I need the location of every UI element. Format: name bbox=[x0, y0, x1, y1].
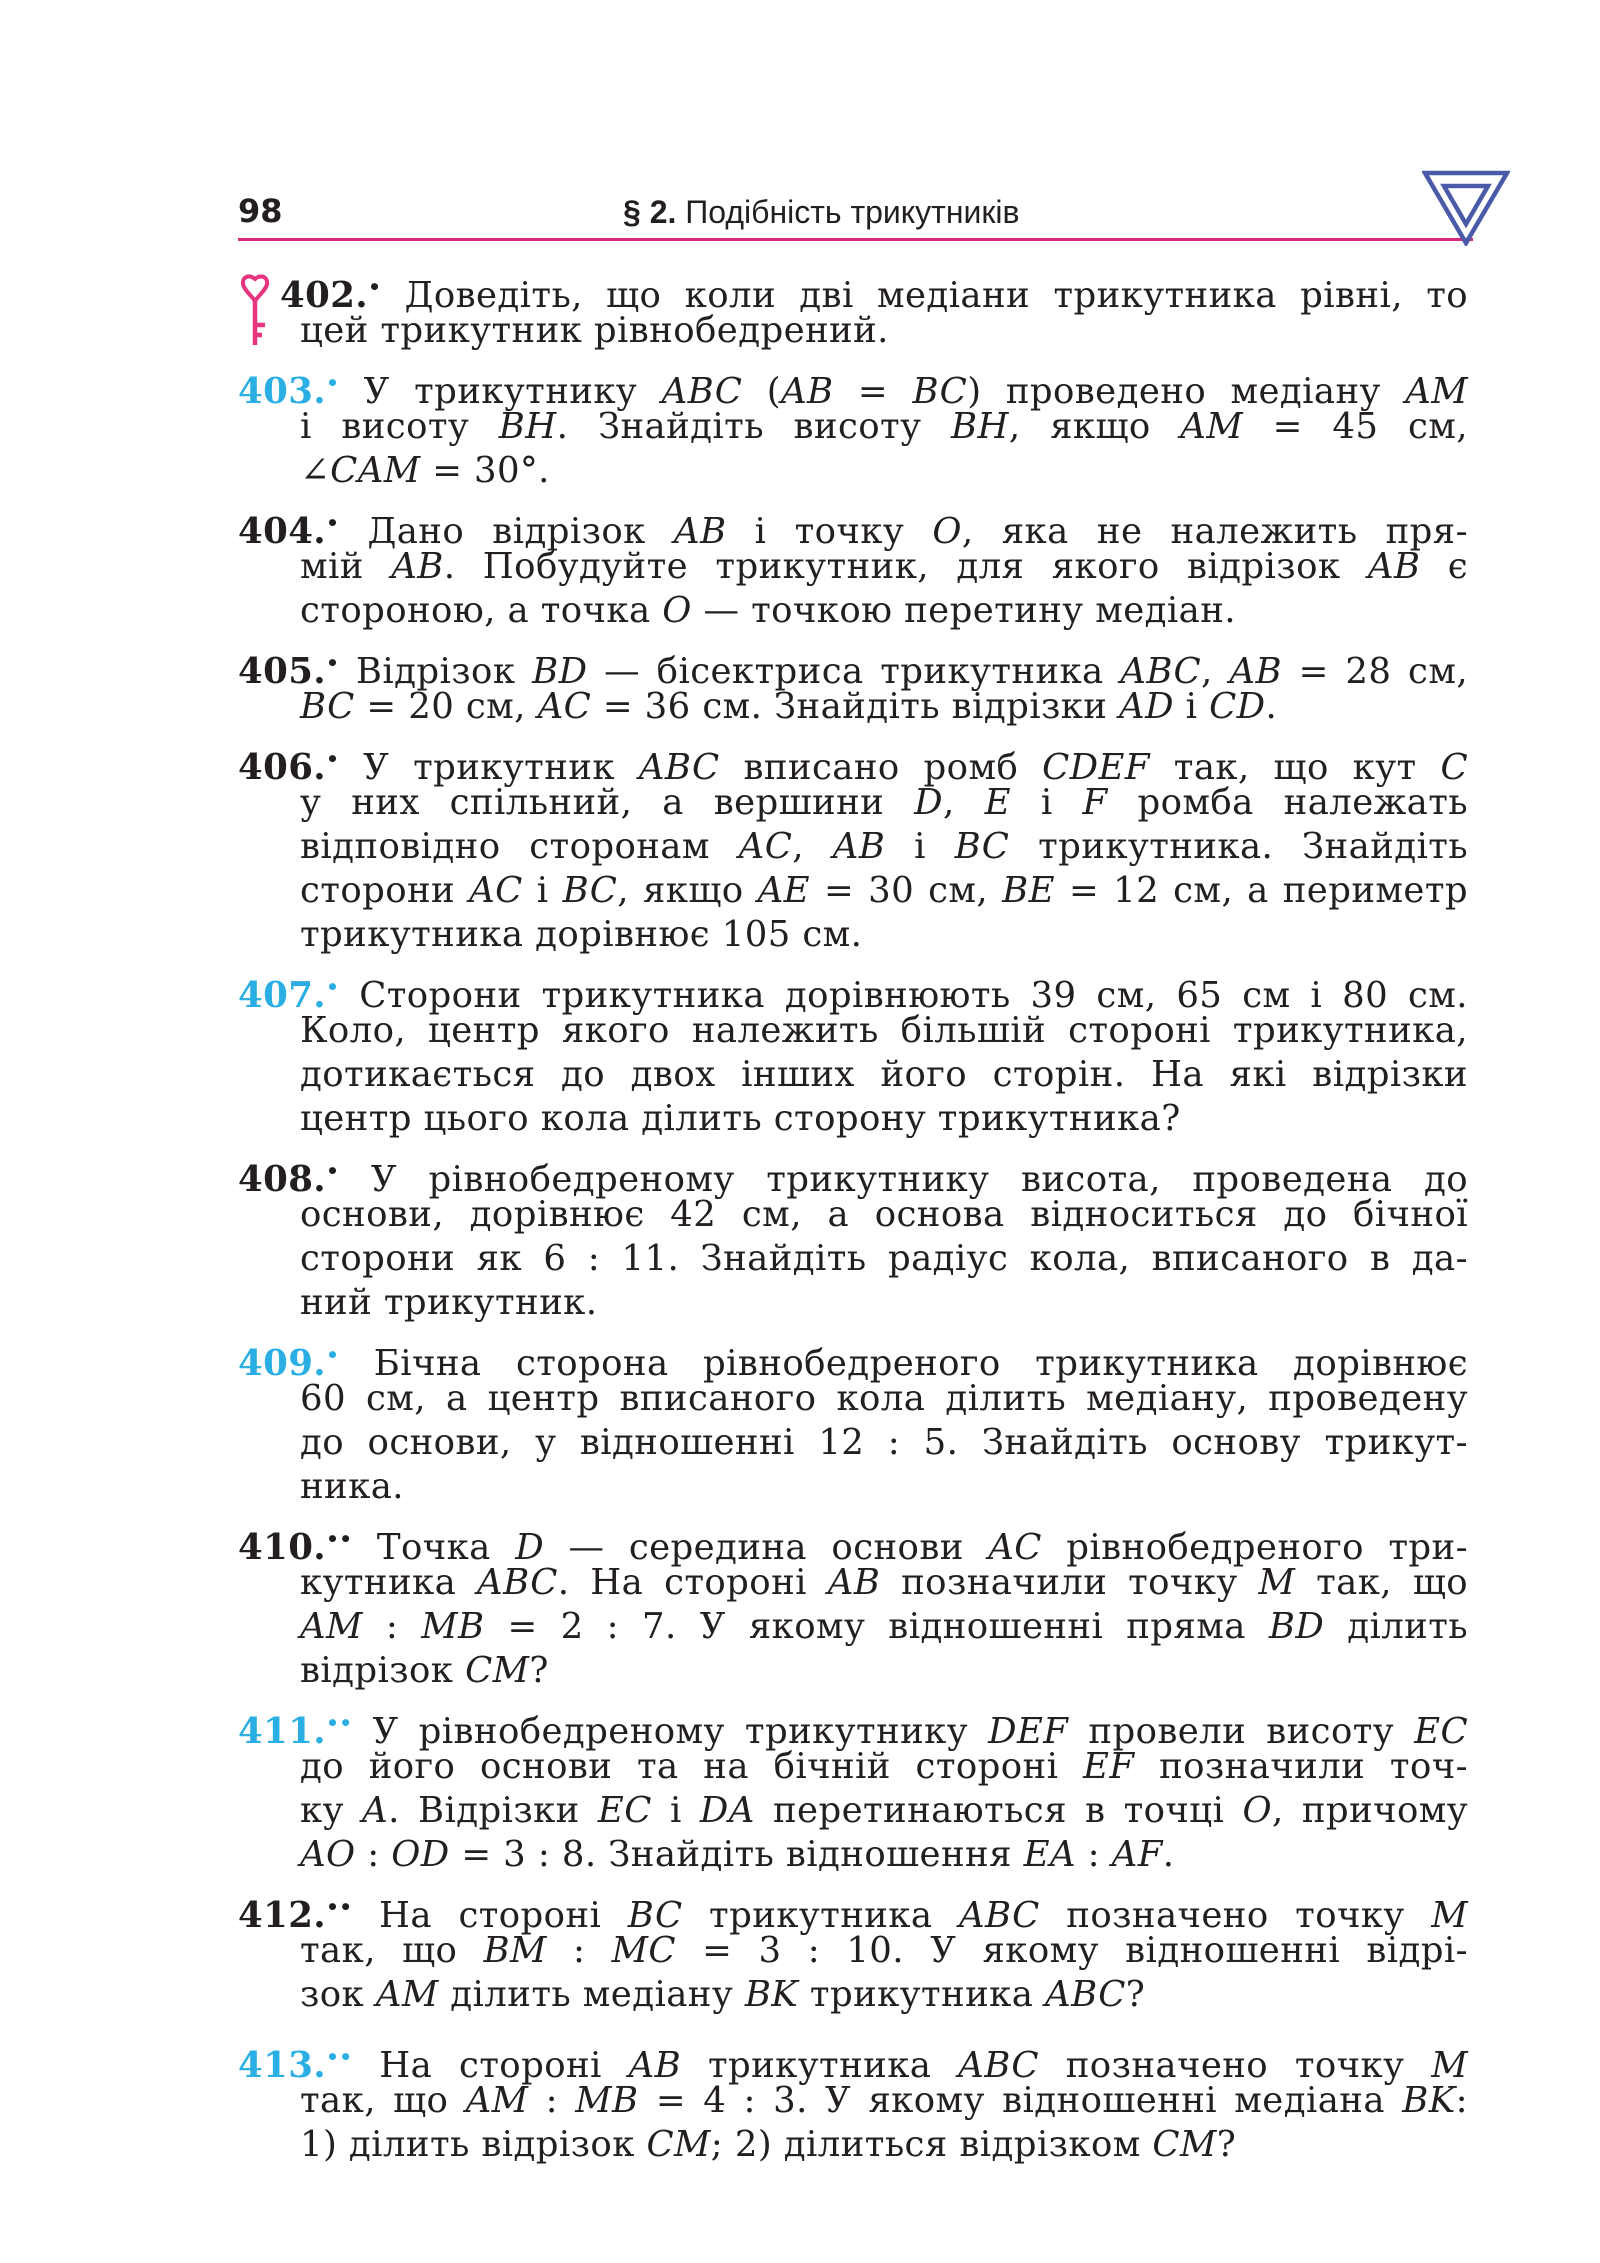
math-variable: AF bbox=[1111, 1834, 1163, 1875]
problem-line bbox=[238, 1973, 1468, 2017]
problem-text: У трикутнику bbox=[363, 370, 662, 412]
math-variable: E bbox=[984, 782, 1011, 823]
problem-text: і bbox=[1173, 686, 1210, 727]
problem-line bbox=[238, 913, 1468, 957]
math-variable: ABC bbox=[958, 2044, 1039, 2086]
difficulty-mark: •• bbox=[326, 2045, 353, 2069]
math-variable: DEF bbox=[988, 1710, 1069, 1752]
math-variable: MB bbox=[575, 2080, 639, 2121]
problem-text: позначено точку bbox=[1039, 1894, 1432, 1936]
math-variable: EF bbox=[1083, 1746, 1135, 1787]
math-variable: AD bbox=[1119, 686, 1174, 727]
problem-text: Точка bbox=[376, 1526, 516, 1568]
problem-text: . Знайдіть висоту bbox=[556, 406, 951, 447]
problem-text: , якщо bbox=[617, 870, 758, 911]
math-variable: AE bbox=[757, 870, 810, 911]
difficulty-mark: • bbox=[326, 511, 340, 535]
math-variable: D bbox=[515, 1526, 545, 1568]
problem-line bbox=[238, 1745, 1468, 1789]
math-variable: O bbox=[1242, 1790, 1272, 1831]
problem-text: — точкою перетину медіан. bbox=[691, 590, 1236, 631]
problem-text: стороною, а точка bbox=[300, 590, 663, 631]
problem-413 bbox=[238, 2035, 1468, 2167]
problem-text: . Побудуйте трикутник, для якого відрізок bbox=[443, 546, 1368, 587]
problem-line bbox=[238, 1421, 1468, 1465]
problem-text: до його основи та на бічній стороні bbox=[300, 1746, 1084, 1787]
difficulty-mark: • bbox=[326, 975, 340, 999]
problem-text: рівнобедреного три- bbox=[1041, 1526, 1468, 1568]
problem-text: ; 2) ділиться відрізком bbox=[710, 2124, 1153, 2165]
problem-text: Дано відрізок bbox=[367, 510, 674, 552]
problem-line bbox=[238, 869, 1468, 913]
problem-text: вписано ромб bbox=[719, 746, 1043, 788]
problem-text: ділить медіану bbox=[438, 1974, 745, 2015]
problem-line bbox=[238, 361, 1469, 412]
problem-text: у них спільний, а вершини bbox=[300, 782, 915, 823]
problem-text: = 20 см, bbox=[354, 686, 538, 727]
problem-line bbox=[238, 1281, 1468, 1325]
problem-line bbox=[238, 1009, 1468, 1053]
problem-text: = 3 : 10. У якому відношенні відрі- bbox=[675, 1930, 1468, 1971]
problem-text: . bbox=[1265, 686, 1278, 727]
problem-407 bbox=[238, 965, 1468, 1141]
problem-412 bbox=[238, 1885, 1468, 2017]
problem-text: до основи, у відношенні 12 : 5. Знайдіть основу трикут- bbox=[300, 1422, 1468, 1463]
difficulty-mark: • bbox=[326, 371, 340, 395]
problem-text: = 2 : 7. У якому відношенні пряма bbox=[484, 1606, 1269, 1647]
problem-text: Відрізок bbox=[355, 650, 533, 692]
math-variable: AB bbox=[832, 826, 886, 867]
problem-line bbox=[238, 1149, 1469, 1200]
problem-text: трикутника bbox=[681, 2044, 959, 2086]
math-variable: AB bbox=[1367, 546, 1421, 587]
math-variable: AB bbox=[781, 370, 834, 412]
problem-text: = bbox=[833, 370, 913, 412]
problem-text: . На стороні bbox=[557, 1562, 828, 1603]
problem-number: 413. bbox=[238, 2044, 327, 2086]
problem-text: = 4 : 3. У якому відношенні медіана bbox=[638, 2080, 1403, 2121]
problem-text: ( bbox=[742, 370, 782, 412]
problem-line bbox=[238, 2079, 1468, 2123]
problem-line bbox=[238, 1053, 1468, 1097]
problem-text: = 36 см. Знайдіть відрізки bbox=[591, 686, 1120, 727]
problem-text: позначили точку bbox=[880, 1562, 1259, 1603]
problem-text: : bbox=[546, 1930, 612, 1971]
math-variable: M bbox=[1258, 1562, 1296, 1603]
math-variable: EA bbox=[1023, 1834, 1076, 1875]
problem-text: , bbox=[942, 782, 985, 823]
problem-text: так, що bbox=[300, 1930, 484, 1971]
problem-text: = 3 : 8. Знайдіть відношення bbox=[449, 1834, 1024, 1875]
problem-text: і bbox=[1010, 782, 1083, 823]
difficulty-mark: • bbox=[368, 275, 382, 299]
problem-text: = 30 см, bbox=[809, 870, 1003, 911]
problem-406 bbox=[238, 737, 1468, 957]
math-variable: BK bbox=[744, 1974, 799, 2015]
math-variable: AM bbox=[300, 1606, 363, 1647]
math-variable: BK bbox=[1402, 2080, 1456, 2121]
problem-text: На стороні bbox=[379, 2044, 629, 2086]
problem-text: зок bbox=[300, 1974, 376, 2015]
problem-410 bbox=[238, 1517, 1468, 1693]
problem-line bbox=[238, 1193, 1468, 1237]
math-variable: AB bbox=[628, 2044, 682, 2086]
problem-line bbox=[238, 1237, 1468, 1281]
problem-line bbox=[238, 1097, 1468, 1141]
problem-402 bbox=[238, 265, 1468, 353]
problem-text: , bbox=[792, 826, 833, 867]
math-variable: AB bbox=[673, 510, 727, 552]
section-label: § 2. bbox=[623, 194, 677, 230]
math-variable: BH bbox=[950, 406, 1009, 447]
problem-text: На стороні bbox=[378, 1894, 628, 1936]
problem-409 bbox=[238, 1333, 1468, 1509]
problem-line bbox=[238, 1833, 1468, 1877]
problem-text: цей трикутник рівнобедрений. bbox=[300, 310, 889, 351]
problem-text: — середина основи bbox=[544, 1526, 989, 1568]
problem-text: трикутника bbox=[798, 1974, 1046, 2015]
math-variable: AB bbox=[827, 1562, 881, 1603]
problem-text: ? bbox=[1125, 1974, 1146, 2015]
problem-text: У рівнобедреному трикутнику bbox=[372, 1710, 989, 1752]
section-title bbox=[623, 194, 1019, 231]
problem-text: . bbox=[1162, 1834, 1175, 1875]
math-variable: DA bbox=[699, 1790, 755, 1831]
problem-line bbox=[238, 1333, 1469, 1384]
math-variable: ABC bbox=[959, 1894, 1040, 1936]
problem-text: так, що bbox=[300, 2080, 466, 2121]
problem-text: трикутника. Знайдіть bbox=[1009, 826, 1468, 867]
page-header bbox=[238, 188, 1473, 241]
math-variable: EC bbox=[1414, 1710, 1469, 1752]
math-variable: AB bbox=[391, 546, 444, 587]
difficulty-mark: • bbox=[326, 747, 340, 771]
problem-text: так, що кут bbox=[1149, 746, 1441, 788]
problem-text: , причому bbox=[1271, 1790, 1469, 1831]
math-variable: ABC bbox=[1120, 650, 1202, 692]
problem-text: = 30°. bbox=[420, 450, 550, 491]
math-variable: OD bbox=[391, 1834, 450, 1875]
problem-text: відповідно сторонам bbox=[300, 826, 739, 867]
math-variable: BC bbox=[562, 870, 618, 911]
problem-text: ) проведено медіану bbox=[967, 370, 1406, 412]
problem-text: є bbox=[1420, 546, 1469, 587]
problem-line bbox=[238, 1561, 1468, 1605]
problem-text: Сторони трикутника дорівнюють 39 см, 65 см і 80 см. bbox=[359, 974, 1468, 1016]
math-variable: AM bbox=[375, 1974, 439, 2015]
problem-line bbox=[238, 449, 1468, 493]
problem-number: 410. bbox=[238, 1526, 327, 1568]
problem-number: 412. bbox=[238, 1894, 327, 1936]
math-variable: ABC bbox=[638, 746, 720, 788]
math-variable: A bbox=[362, 1790, 389, 1831]
math-variable: F bbox=[1082, 782, 1108, 823]
section-name: Подібність трикутників bbox=[676, 194, 1020, 230]
math-variable: AC bbox=[988, 1526, 1042, 1568]
problem-line bbox=[238, 1885, 1468, 1936]
difficulty-mark: •• bbox=[326, 1711, 353, 1735]
problem-text: мій bbox=[300, 546, 392, 587]
problem-text: Бічна сторона рівнобедреного трикутника дорівнює bbox=[373, 1342, 1469, 1384]
problem-text: , якщо bbox=[1008, 406, 1181, 447]
problem-number: 404. bbox=[238, 510, 327, 552]
problem-text: . Відрізки bbox=[388, 1790, 598, 1831]
problem-text: ∠ bbox=[300, 450, 331, 491]
problem-text: основи, дорівнює 42 см, а основа відноситься до бічної bbox=[300, 1194, 1468, 1235]
math-variable: CD bbox=[1209, 686, 1266, 727]
math-variable: M bbox=[1431, 1894, 1468, 1936]
math-variable: D bbox=[914, 782, 943, 823]
problem-text: , bbox=[1201, 650, 1230, 692]
math-variable: MC bbox=[611, 1930, 676, 1971]
problem-line bbox=[238, 1789, 1468, 1833]
problem-text: : bbox=[1455, 2080, 1468, 2121]
problem-text: ку bbox=[300, 1790, 363, 1831]
problem-text: ділить bbox=[1324, 1606, 1469, 1647]
math-variable: ABC bbox=[477, 1562, 558, 1603]
problem-line bbox=[238, 2123, 1468, 2167]
problem-text: сторони як 6 : 11. Знайдіть радіус кола, вписаного в да- bbox=[300, 1238, 1468, 1279]
problem-text: : bbox=[1075, 1834, 1112, 1875]
problem-text: ний трикутник. bbox=[300, 1282, 598, 1323]
problem-line bbox=[238, 965, 1468, 1016]
problem-text: позначено точку bbox=[1038, 2044, 1432, 2086]
math-variable: BC bbox=[627, 1894, 683, 1936]
math-variable: O bbox=[662, 590, 692, 631]
problem-411 bbox=[238, 1701, 1468, 1877]
math-variable: CAM bbox=[330, 450, 421, 491]
problem-line bbox=[238, 1701, 1469, 1752]
problem-number: 406. bbox=[238, 746, 327, 788]
problem-line bbox=[238, 737, 1468, 788]
problem-number: 411. bbox=[238, 1710, 327, 1752]
problem-text: кутника bbox=[300, 1562, 478, 1603]
problem-408 bbox=[238, 1149, 1468, 1325]
math-variable: BC bbox=[912, 370, 968, 412]
difficulty-mark: •• bbox=[326, 1895, 353, 1919]
math-variable: BH bbox=[498, 406, 557, 447]
problem-line bbox=[238, 1929, 1468, 1973]
problem-text: позначили точ- bbox=[1134, 1746, 1468, 1787]
problem-text: і bbox=[522, 870, 563, 911]
math-variable: CM bbox=[646, 2124, 711, 2165]
math-variable: AM bbox=[1405, 370, 1469, 412]
math-variable: O bbox=[932, 510, 962, 552]
problem-line bbox=[238, 1649, 1468, 1693]
problem-text: : bbox=[528, 2080, 576, 2121]
problem-text: ? bbox=[529, 1650, 549, 1691]
problem-text: ромба належать bbox=[1107, 782, 1469, 823]
problem-text: : bbox=[355, 1834, 392, 1875]
problem-line bbox=[238, 405, 1468, 449]
problem-text: центр цього кола ділить сторону трикутника? bbox=[300, 1098, 1181, 1139]
problem-number: 405. bbox=[238, 650, 327, 692]
problem-text: = 28 см, bbox=[1281, 650, 1469, 692]
problem-number: 408. bbox=[238, 1158, 327, 1200]
difficulty-mark: • bbox=[326, 1159, 340, 1183]
difficulty-mark: •• bbox=[326, 1527, 353, 1551]
problem-number: 403. bbox=[238, 370, 327, 412]
problem-text: 1) ділить відрізок bbox=[300, 2124, 647, 2165]
problem-text: 60 см, а центр вписаного кола ділить медіану, проведену bbox=[300, 1378, 1468, 1419]
problem-text: = 12 см, а периметр bbox=[1054, 870, 1468, 911]
math-variable: AM bbox=[1180, 406, 1244, 447]
problem-text: трикутника дорівнює 105 см. bbox=[300, 914, 863, 955]
difficulty-mark: • bbox=[326, 651, 340, 675]
math-variable: M bbox=[1431, 2044, 1468, 2086]
problem-text: — бісектриса трикутника bbox=[587, 650, 1121, 692]
problem-text: і bbox=[885, 826, 955, 867]
problem-text: перетинаються в точці bbox=[754, 1790, 1243, 1831]
problem-text: сторони bbox=[300, 870, 470, 911]
problem-text: і bbox=[651, 1790, 700, 1831]
problem-line bbox=[238, 641, 1469, 692]
math-variable: MB bbox=[421, 1606, 485, 1647]
problem-text: відрізок bbox=[300, 1650, 466, 1691]
problem-text: дотикається до двох інших його сторін. На які відрізки bbox=[300, 1054, 1468, 1095]
problem-text: провели висоту bbox=[1068, 1710, 1415, 1752]
problem-text: Доведіть, що коли дві медіани трикутника рівні, то bbox=[404, 274, 1469, 316]
problem-text: і точку bbox=[726, 510, 933, 552]
problem-line bbox=[238, 265, 1469, 316]
math-variable: CM bbox=[1152, 2124, 1217, 2165]
difficulty-mark: • bbox=[326, 1343, 340, 1367]
problem-line bbox=[238, 825, 1468, 869]
problem-text: У рівнобедреному трикутнику висота, проведена до bbox=[370, 1158, 1469, 1200]
problem-line bbox=[238, 781, 1468, 825]
problem-line bbox=[238, 1377, 1468, 1421]
problem-list bbox=[238, 265, 1468, 2175]
problem-line bbox=[238, 501, 1468, 552]
problem-text: ника. bbox=[300, 1466, 404, 1507]
problem-text: Коло, центр якого належить більшій стороні трикутника, bbox=[300, 1010, 1468, 1051]
problem-text: : bbox=[362, 1606, 422, 1647]
problem-line bbox=[238, 589, 1468, 633]
problem-number: 407. bbox=[238, 974, 327, 1016]
math-variable: AM bbox=[465, 2080, 529, 2121]
page-number: 98 bbox=[238, 192, 283, 230]
problem-text: і висоту bbox=[300, 406, 499, 447]
problem-405 bbox=[238, 641, 1468, 729]
problem-text: , яка не належить пря- bbox=[961, 510, 1468, 552]
math-variable: BC bbox=[954, 826, 1010, 867]
math-variable: AC bbox=[537, 686, 592, 727]
math-variable: ABC bbox=[1045, 1974, 1126, 2015]
problem-403 bbox=[238, 361, 1468, 493]
problem-number: 409. bbox=[238, 1342, 327, 1384]
problem-text: У трикутник bbox=[363, 746, 639, 788]
math-variable: BD bbox=[532, 650, 588, 692]
math-variable: AB bbox=[1229, 650, 1282, 692]
math-variable: AC bbox=[469, 870, 523, 911]
math-variable: CDEF bbox=[1042, 746, 1150, 788]
math-variable: BE bbox=[1002, 870, 1055, 911]
problem-text: ? bbox=[1216, 2124, 1237, 2165]
math-variable: AO bbox=[300, 1834, 356, 1875]
math-variable: ABC bbox=[661, 370, 743, 412]
problem-line bbox=[238, 1605, 1468, 1649]
problem-number: 402. bbox=[280, 274, 369, 316]
math-variable: BD bbox=[1268, 1606, 1325, 1647]
problem-text: трикутника bbox=[682, 1894, 959, 1936]
problem-line bbox=[238, 1517, 1468, 1568]
problem-line bbox=[238, 1465, 1468, 1509]
problem-text: так, що bbox=[1295, 1562, 1469, 1603]
problem-text: = 45 см, bbox=[1243, 406, 1468, 447]
nested-triangles-icon bbox=[1422, 170, 1510, 246]
math-variable: BM bbox=[483, 1930, 547, 1971]
math-variable: CM bbox=[465, 1650, 530, 1691]
problem-line bbox=[238, 545, 1468, 589]
problem-404 bbox=[238, 501, 1468, 633]
math-variable: C bbox=[1440, 746, 1468, 788]
math-variable: BC bbox=[300, 686, 355, 727]
math-variable: AC bbox=[738, 826, 793, 867]
problem-line bbox=[238, 2035, 1468, 2086]
math-variable: EC bbox=[597, 1790, 652, 1831]
